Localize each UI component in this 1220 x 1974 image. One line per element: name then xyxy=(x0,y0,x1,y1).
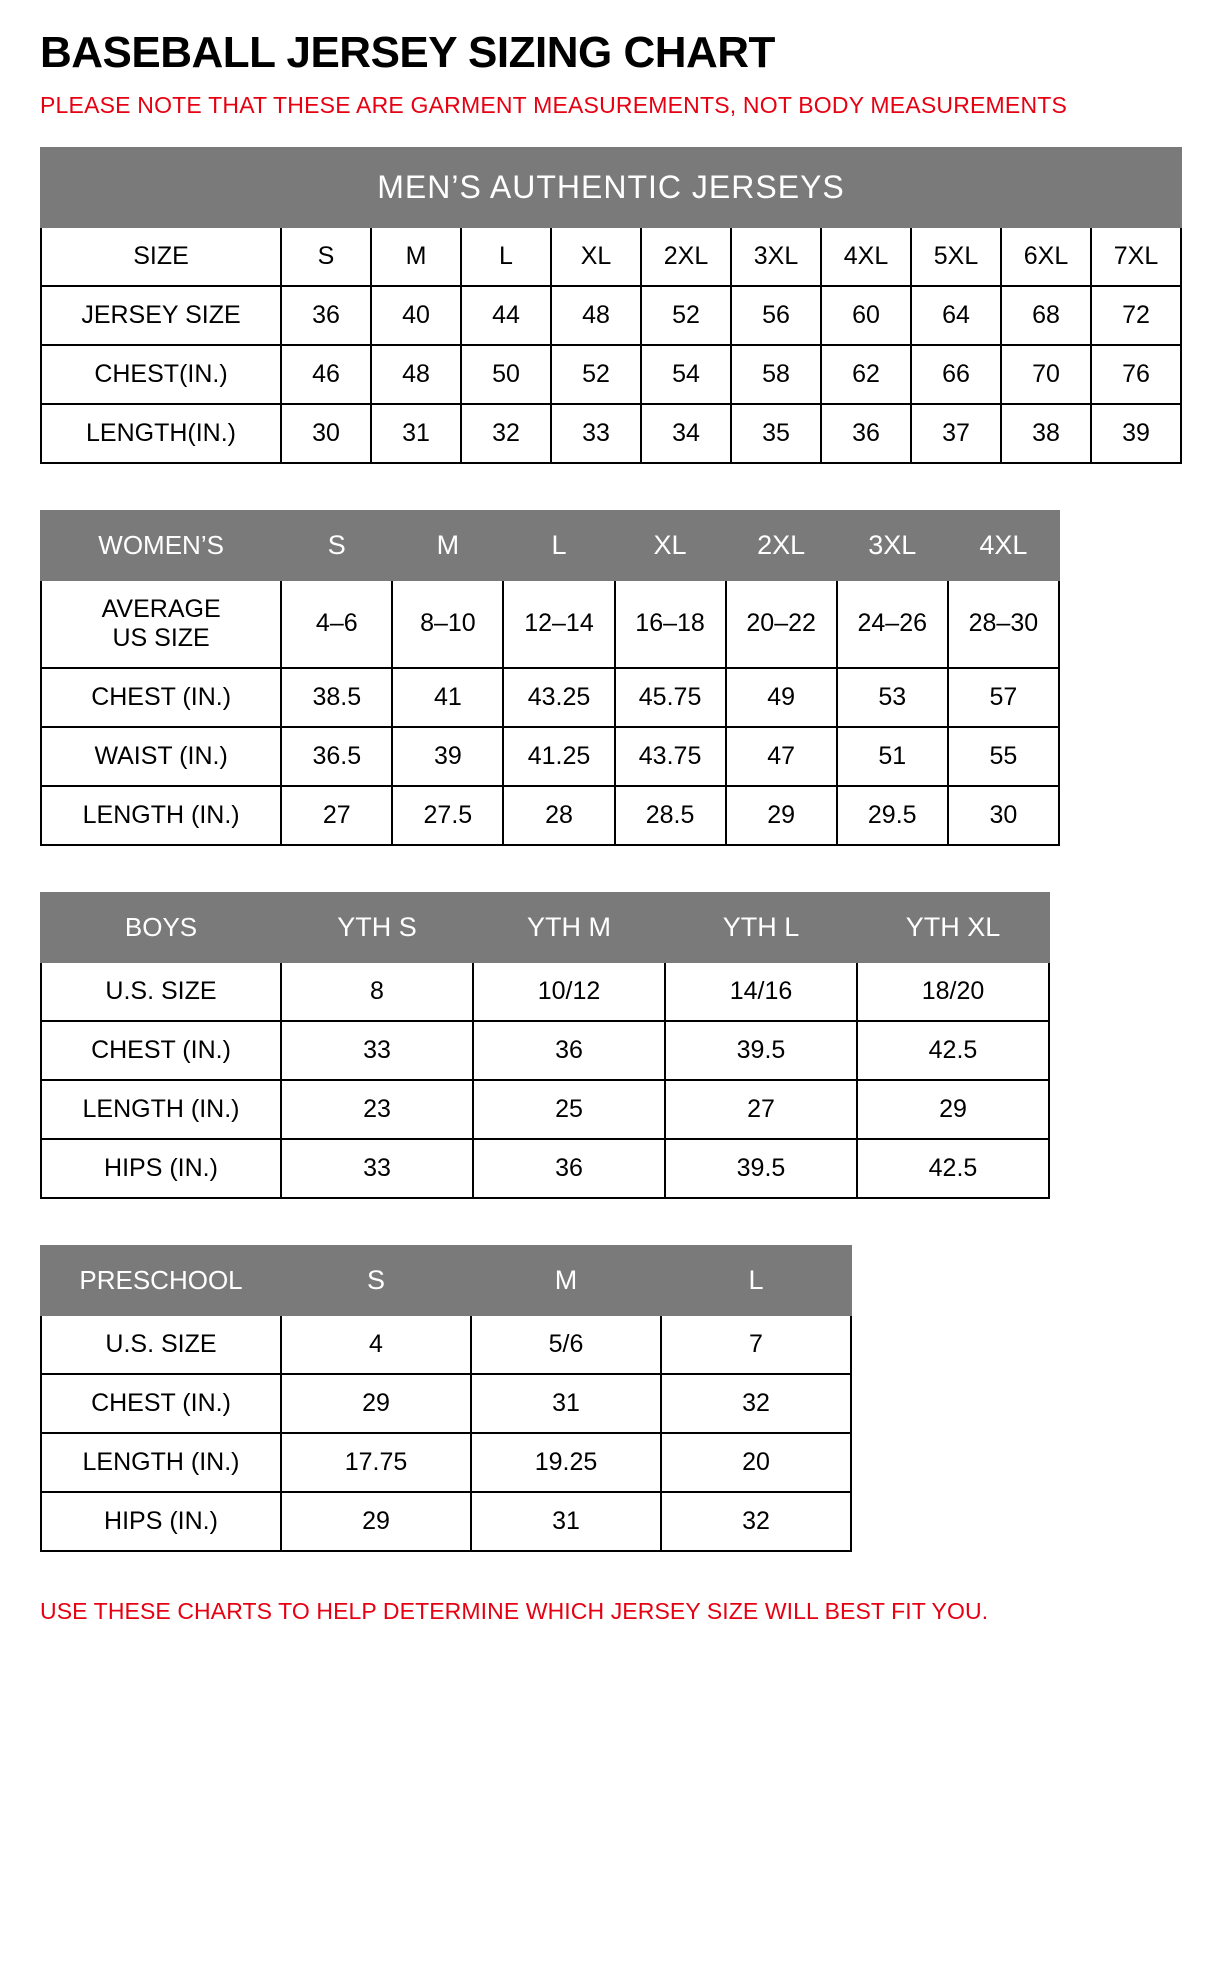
column-header-m: M xyxy=(392,511,503,580)
table-row xyxy=(41,727,1059,786)
cell-value: 27 xyxy=(281,786,392,845)
cell-value: 45.75 xyxy=(615,668,726,727)
row-label-us-size: U.S. SIZE xyxy=(41,962,281,1021)
cell-value: 68 xyxy=(1001,286,1091,345)
cell-value: 16–18 xyxy=(615,580,726,668)
cell-value: 7 xyxy=(661,1315,851,1374)
cell-value: 36 xyxy=(473,1139,665,1198)
cell-value: 28 xyxy=(503,786,614,845)
cell-value: 19.25 xyxy=(471,1433,661,1492)
cell-value: 39.5 xyxy=(665,1021,857,1080)
cell-value: 28–30 xyxy=(948,580,1059,668)
column-header-m: M xyxy=(371,227,461,286)
column-header-xl: XL xyxy=(551,227,641,286)
column-header-yth-s: YTH S xyxy=(281,893,473,962)
cell-value: 39 xyxy=(1091,404,1181,463)
cell-value: 12–14 xyxy=(503,580,614,668)
row-label-length: LENGTH (IN.) xyxy=(41,1080,281,1139)
cell-value: 38 xyxy=(1001,404,1091,463)
cell-value: 36 xyxy=(821,404,911,463)
cell-value: 29 xyxy=(281,1492,471,1551)
cell-value: 55 xyxy=(948,727,1059,786)
column-header-s: S xyxy=(281,1246,471,1315)
cell-value: 27.5 xyxy=(392,786,503,845)
cell-value: 76 xyxy=(1091,345,1181,404)
mens-banner-label: MEN’S AUTHENTIC JERSEYS xyxy=(41,148,1181,227)
row-label-hips: HIPS (IN.) xyxy=(41,1492,281,1551)
table-row xyxy=(41,404,1181,463)
column-header-2xl: 2XL xyxy=(641,227,731,286)
table-row xyxy=(41,1139,1049,1198)
row-label-chest: CHEST (IN.) xyxy=(41,1374,281,1433)
cell-value: 14/16 xyxy=(665,962,857,1021)
column-header-womens: WOMEN’S xyxy=(41,511,281,580)
row-label-line2: US SIZE xyxy=(112,623,210,652)
table-row xyxy=(41,286,1181,345)
table-header-row xyxy=(41,893,1049,962)
boys-jerseys-table xyxy=(40,892,1050,1199)
cell-value: 25 xyxy=(473,1080,665,1139)
cell-value: 33 xyxy=(281,1021,473,1080)
cell-value: 52 xyxy=(641,286,731,345)
cell-value: 35 xyxy=(731,404,821,463)
preschool-jerseys-table xyxy=(40,1245,852,1552)
column-header-3xl: 3XL xyxy=(731,227,821,286)
column-header-l: L xyxy=(461,227,551,286)
table-header-row xyxy=(41,227,1181,286)
cell-value: 10/12 xyxy=(473,962,665,1021)
cell-value: 66 xyxy=(911,345,1001,404)
cell-value: 43.25 xyxy=(503,668,614,727)
cell-value: 41 xyxy=(392,668,503,727)
row-label-chest: CHEST (IN.) xyxy=(41,668,281,727)
row-label-length: LENGTH(IN.) xyxy=(41,404,281,463)
cell-value: 31 xyxy=(471,1492,661,1551)
column-header-boys: BOYS xyxy=(41,893,281,962)
cell-value: 29 xyxy=(726,786,837,845)
column-header-2xl: 2XL xyxy=(726,511,837,580)
cell-value: 34 xyxy=(641,404,731,463)
cell-value: 48 xyxy=(551,286,641,345)
cell-value: 30 xyxy=(281,404,371,463)
cell-value: 8 xyxy=(281,962,473,1021)
cell-value: 38.5 xyxy=(281,668,392,727)
column-header-l: L xyxy=(503,511,614,580)
womens-jerseys-table xyxy=(40,510,1060,846)
cell-value: 39 xyxy=(392,727,503,786)
mens-authentic-jerseys-table xyxy=(40,147,1182,464)
column-header-s: S xyxy=(281,227,371,286)
cell-value: 50 xyxy=(461,345,551,404)
cell-value: 33 xyxy=(281,1139,473,1198)
table-row xyxy=(41,786,1059,845)
table-row xyxy=(41,1492,851,1551)
cell-value: 5/6 xyxy=(471,1315,661,1374)
cell-value: 70 xyxy=(1001,345,1091,404)
cell-value: 28.5 xyxy=(615,786,726,845)
row-label-jersey-size: JERSEY SIZE xyxy=(41,286,281,345)
cell-value: 36 xyxy=(473,1021,665,1080)
row-label-waist: WAIST (IN.) xyxy=(41,727,281,786)
cell-value: 72 xyxy=(1091,286,1181,345)
row-label-length: LENGTH (IN.) xyxy=(41,1433,281,1492)
cell-value: 58 xyxy=(731,345,821,404)
table-banner-row xyxy=(41,148,1181,227)
cell-value: 62 xyxy=(821,345,911,404)
column-header-xl: XL xyxy=(615,511,726,580)
cell-value: 57 xyxy=(948,668,1059,727)
cell-value: 48 xyxy=(371,345,461,404)
cell-value: 40 xyxy=(371,286,461,345)
cell-value: 4 xyxy=(281,1315,471,1374)
cell-value: 24–26 xyxy=(837,580,948,668)
cell-value: 20 xyxy=(661,1433,851,1492)
column-header-5xl: 5XL xyxy=(911,227,1001,286)
cell-value: 42.5 xyxy=(857,1021,1049,1080)
cell-value: 49 xyxy=(726,668,837,727)
column-header-yth-l: YTH L xyxy=(665,893,857,962)
row-label-chest: CHEST(IN.) xyxy=(41,345,281,404)
table-row xyxy=(41,1021,1049,1080)
cell-value: 32 xyxy=(661,1492,851,1551)
column-header-4xl: 4XL xyxy=(821,227,911,286)
row-label-length: LENGTH (IN.) xyxy=(41,786,281,845)
cell-value: 36 xyxy=(281,286,371,345)
column-header-size: SIZE xyxy=(41,227,281,286)
cell-value: 37 xyxy=(911,404,1001,463)
column-header-3xl: 3XL xyxy=(837,511,948,580)
cell-value: 29 xyxy=(857,1080,1049,1139)
column-header-yth-xl: YTH XL xyxy=(857,893,1049,962)
cell-value: 43.75 xyxy=(615,727,726,786)
footer-note: USE THESE CHARTS TO HELP DETERMINE WHICH JERSEY SIZE WILL BEST FIT YOU. xyxy=(40,1597,989,1624)
table-row xyxy=(41,962,1049,1021)
row-label-us-size: U.S. SIZE xyxy=(41,1315,281,1374)
table-row xyxy=(41,1080,1049,1139)
cell-value: 51 xyxy=(837,727,948,786)
column-header-yth-m: YTH M xyxy=(473,893,665,962)
column-header-4xl: 4XL xyxy=(948,511,1059,580)
table-row xyxy=(41,580,1059,668)
cell-value: 20–22 xyxy=(726,580,837,668)
column-header-7xl: 7XL xyxy=(1091,227,1181,286)
cell-value: 54 xyxy=(641,345,731,404)
row-label-line1: AVERAGE xyxy=(101,595,221,624)
cell-value: 30 xyxy=(948,786,1059,845)
table-header-row xyxy=(41,511,1059,580)
cell-value: 64 xyxy=(911,286,1001,345)
garment-measurement-note: PLEASE NOTE THAT THESE ARE GARMENT MEASUREMENTS, NOT BODY MEASUREMENTS xyxy=(40,92,1068,119)
table-row xyxy=(41,345,1181,404)
page-title: BASEBALL JERSEY SIZING CHART xyxy=(40,28,775,77)
column-header-l: L xyxy=(661,1246,851,1315)
column-header-preschool: PRESCHOOL xyxy=(41,1246,281,1315)
row-label-chest: CHEST (IN.) xyxy=(41,1021,281,1080)
cell-value: 47 xyxy=(726,727,837,786)
cell-value: 53 xyxy=(837,668,948,727)
cell-value: 4–6 xyxy=(281,580,392,668)
table-row xyxy=(41,1433,851,1492)
cell-value: 44 xyxy=(461,286,551,345)
cell-value: 17.75 xyxy=(281,1433,471,1492)
cell-value: 46 xyxy=(281,345,371,404)
cell-value: 32 xyxy=(461,404,551,463)
column-header-m: M xyxy=(471,1246,661,1315)
cell-value: 32 xyxy=(661,1374,851,1433)
column-header-s: S xyxy=(281,511,392,580)
column-header-6xl: 6XL xyxy=(1001,227,1091,286)
row-label-hips: HIPS (IN.) xyxy=(41,1139,281,1198)
cell-value: 36.5 xyxy=(281,727,392,786)
cell-value: 31 xyxy=(371,404,461,463)
cell-value: 33 xyxy=(551,404,641,463)
table-header-row xyxy=(41,1246,851,1315)
cell-value: 31 xyxy=(471,1374,661,1433)
table-row xyxy=(41,668,1059,727)
cell-value: 23 xyxy=(281,1080,473,1139)
table-row xyxy=(41,1315,851,1374)
cell-value: 29 xyxy=(281,1374,471,1433)
cell-value: 29.5 xyxy=(837,786,948,845)
cell-value: 18/20 xyxy=(857,962,1049,1021)
cell-value: 27 xyxy=(665,1080,857,1139)
cell-value: 41.25 xyxy=(503,727,614,786)
cell-value: 52 xyxy=(551,345,641,404)
cell-value: 60 xyxy=(821,286,911,345)
cell-value: 56 xyxy=(731,286,821,345)
cell-value: 42.5 xyxy=(857,1139,1049,1198)
row-label-average-us-size xyxy=(41,580,281,668)
cell-value: 8–10 xyxy=(392,580,503,668)
table-row xyxy=(41,1374,851,1433)
cell-value: 39.5 xyxy=(665,1139,857,1198)
